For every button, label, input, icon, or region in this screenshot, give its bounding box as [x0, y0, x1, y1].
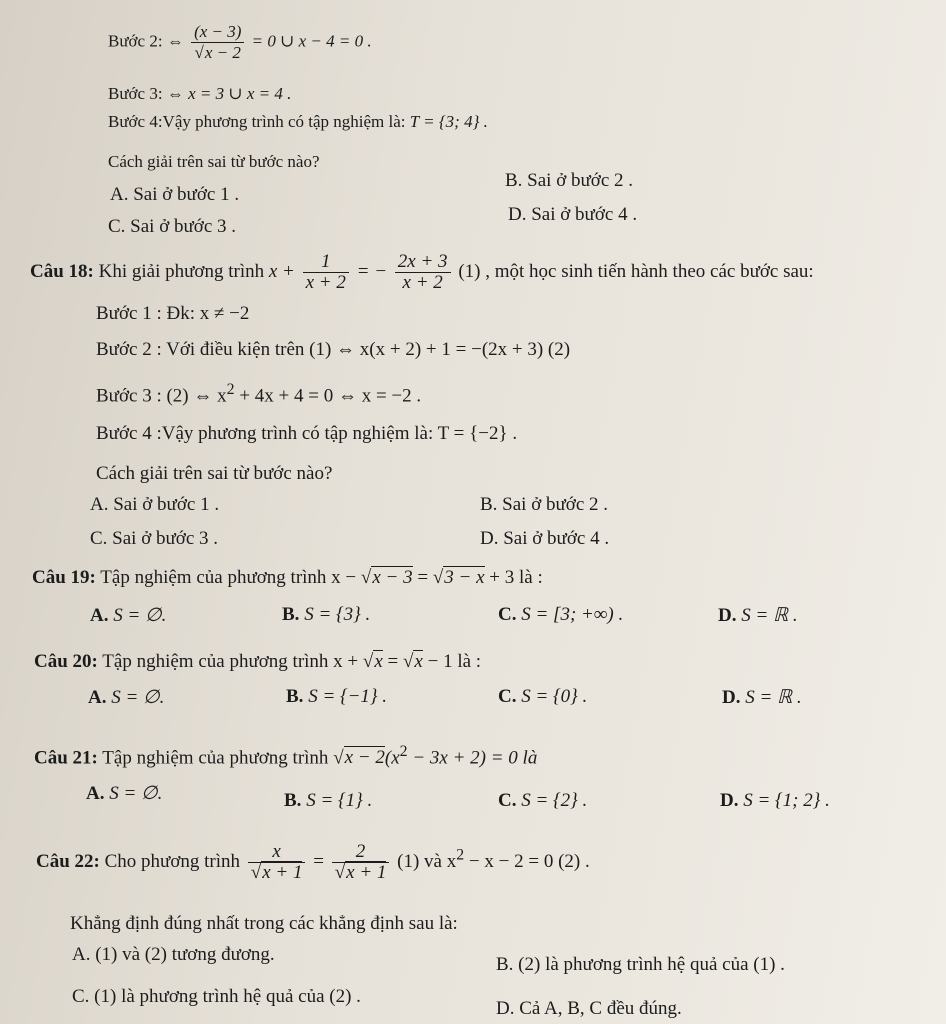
option-letter: C.	[498, 790, 517, 811]
q21-expr-rest: − 3x + 2) = 0 là	[407, 747, 538, 769]
superscript: 2	[226, 381, 235, 398]
q22-text: Cho phương trình	[104, 850, 241, 872]
q21-expr: (x	[384, 747, 400, 769]
q22-option-d: D. Cả A, B, C đều đúng.	[496, 998, 682, 1019]
sqrt-radicand: x − 2	[344, 747, 385, 769]
q20-label: Câu 20:	[34, 651, 98, 672]
sqrt-radicand: 3 − x	[444, 567, 485, 588]
top-step3-label: Bước 3:	[108, 84, 163, 103]
q18-step2: Bước 2 : Với điều kiện trên (1) ⇔ x(x + 2) + 1 = −(2x + 3) (2)	[96, 339, 571, 360]
q22-eq: =	[313, 850, 324, 872]
option-value: S = ℝ .	[741, 605, 798, 626]
q18-step3-label: Bước 3 : (2) ⇔ x	[96, 385, 227, 407]
sqrt-radicand: x	[414, 651, 423, 672]
q22-after2: − x − 2 = 0 (2) .	[464, 850, 590, 872]
option-letter: D.	[722, 687, 741, 708]
q18-step3-rest: + 4x + 4 = 0 ⇔ x = −2 .	[234, 385, 422, 407]
q18-eq: = −	[356, 260, 388, 282]
q22-option-a: A. (1) và (2) tương đương.	[72, 944, 275, 965]
top-step4-text: Bước 4:Vậy phương trình có tập nghiệm là:	[108, 112, 406, 131]
option-value: S = ∅.	[113, 605, 167, 626]
q18-step1: Bước 1 : Đk: x ≠ −2	[96, 303, 250, 324]
q19-option-d	[718, 604, 798, 627]
option-value: S = {0} .	[521, 686, 588, 707]
q21-stem: Câu 21: Tập nghiệm của phương trình $√x - 2(x^2 - 3x + 2) = 0$ là	[34, 743, 538, 769]
sqrt-radicand: x + 1	[262, 862, 303, 883]
option-value: S = ℝ .	[745, 687, 802, 708]
top-option-c: C. Sai ở bước 3 .	[108, 216, 237, 237]
q22-fraction-2	[332, 842, 390, 883]
fraction-numerator: 1	[303, 252, 349, 273]
top-option-b: B. Sai ở bước 2 .	[505, 170, 634, 191]
q18-math: x +	[268, 260, 295, 282]
top-step3-math: ⇔ x = 3 ∪ x = 4 .	[166, 84, 292, 103]
q20-option-b	[286, 686, 387, 708]
q19-text: Tập nghiệm của phương trình x −	[100, 567, 357, 588]
top-option-a: A. Sai ở bước 1 .	[110, 184, 240, 205]
superscript: 2	[399, 743, 408, 760]
q20-stem: Câu 20: Tập nghiệm của phương trình x + √x = √x − 1 là :	[34, 651, 482, 672]
fraction-denominator: √x − 2	[194, 43, 241, 62]
fraction-denominator: x + 2	[305, 272, 346, 293]
fraction	[191, 22, 244, 63]
top-option-d: D. Sai ở bước 4 .	[508, 204, 638, 225]
option-letter: B.	[282, 604, 300, 625]
q18-text-after: (1) , một học sinh tiến hành theo các bước sau:	[458, 260, 814, 282]
q18-question: Cách giải trên sai từ bước nào?	[96, 463, 333, 484]
q21-option-c	[498, 790, 587, 812]
fraction-denominator: √x + 1	[334, 862, 387, 883]
option-value: S = {1; 2} .	[743, 790, 830, 811]
top-step2-rest: = 0 ∪ x − 4 = 0 .	[251, 31, 372, 51]
equiv-symbol: ⇔	[166, 31, 184, 51]
q22-statement: Khẳng định đúng nhất trong các khẳng định sau là:	[70, 913, 458, 934]
q21-option-b	[284, 790, 372, 812]
q19-option-a	[90, 604, 166, 627]
option-letter: B.	[286, 686, 304, 707]
fraction-numerator: (x − 3)	[191, 22, 244, 43]
option-letter: C.	[498, 604, 517, 625]
q20-eq: =	[387, 651, 399, 672]
top-step2-label: Bước 2:	[108, 31, 163, 51]
q18-fraction-2	[395, 252, 451, 293]
q22-option-c: C. (1) là phương trình hệ quả của (2) .	[72, 986, 361, 1007]
top-step2	[108, 22, 372, 63]
option-letter: C.	[498, 686, 517, 707]
q18-option-c: C. Sai ở bước 3 .	[90, 528, 219, 549]
fraction-denominator: √x + 1	[250, 862, 303, 883]
option-letter: A.	[90, 605, 109, 626]
sqrt-radicand: x − 2	[204, 43, 241, 62]
q22-after: (1) và x	[397, 850, 457, 872]
option-value: S = {2} .	[521, 790, 588, 811]
q20-tail: − 1 là :	[427, 651, 482, 672]
q19-option-c	[498, 604, 623, 626]
q19-eq: =	[417, 567, 429, 588]
top-step3	[108, 82, 291, 106]
fraction-numerator: 2x + 3	[395, 252, 451, 273]
q22-label: Câu 22:	[36, 850, 100, 872]
top-step4	[108, 110, 488, 134]
q18-option-b: B. Sai ở bước 2 .	[480, 494, 609, 515]
q18-text-before: Khi giải phương trình	[98, 260, 265, 282]
option-letter: A.	[86, 783, 105, 804]
q18-stem	[30, 252, 814, 293]
option-letter: A.	[88, 687, 107, 708]
option-letter: D.	[720, 790, 739, 811]
q20-option-a	[88, 686, 164, 709]
option-letter: B.	[284, 790, 302, 811]
q19-option-b	[282, 604, 370, 626]
q22-stem	[36, 842, 590, 883]
q18-fraction-1	[303, 252, 349, 293]
sqrt-radicand: x + 1	[346, 862, 387, 883]
q19-label: Câu 19:	[32, 567, 96, 588]
q18-option-d: D. Sai ở bước 4 .	[480, 528, 610, 549]
q18-step4: Bước 4 :Vậy phương trình có tập nghiệm là: T = {−2} .	[96, 423, 518, 444]
fraction-denominator: x + 2	[402, 272, 443, 293]
option-value: S = ∅.	[111, 687, 165, 708]
q21-option-a	[86, 782, 162, 805]
q18-step3	[96, 378, 421, 408]
sqrt-radicand: x	[374, 651, 383, 672]
option-value: S = {3} .	[304, 604, 371, 625]
q21-label: Câu 21:	[34, 747, 98, 769]
q21-option-d	[720, 790, 830, 812]
top-question: Cách giải trên sai từ bước nào?	[108, 152, 320, 171]
fraction-numerator: x	[248, 842, 306, 863]
fraction-numerator: 2	[332, 842, 390, 863]
superscript: 2	[456, 846, 465, 864]
option-value: S = ∅.	[109, 783, 163, 804]
q20-option-c	[498, 686, 587, 708]
option-value: S = {−1} .	[308, 686, 388, 707]
q18-label: Câu 18:	[30, 260, 94, 282]
sqrt-radicand: x − 3	[372, 567, 413, 588]
q22-fraction-1	[248, 842, 306, 883]
option-letter: D.	[718, 605, 737, 626]
top-step4-math: T = {3; 4} .	[409, 112, 488, 131]
q19-tail: + 3 là :	[489, 567, 543, 588]
q19-stem: Câu 19: Tập nghiệm của phương trình x − √x − 3 = √3 − x + 3 là :	[32, 567, 543, 588]
q22-option-b: B. (2) là phương trình hệ quả của (1) .	[496, 954, 785, 975]
q18-option-a: A. Sai ở bước 1 .	[90, 494, 220, 515]
option-value: S = [3; +∞) .	[521, 604, 624, 625]
q20-text: Tập nghiệm của phương trình x +	[102, 651, 359, 672]
q21-text: Tập nghiệm của phương trình	[102, 747, 329, 769]
q20-option-d	[722, 686, 802, 709]
option-value: S = {1} .	[306, 790, 373, 811]
